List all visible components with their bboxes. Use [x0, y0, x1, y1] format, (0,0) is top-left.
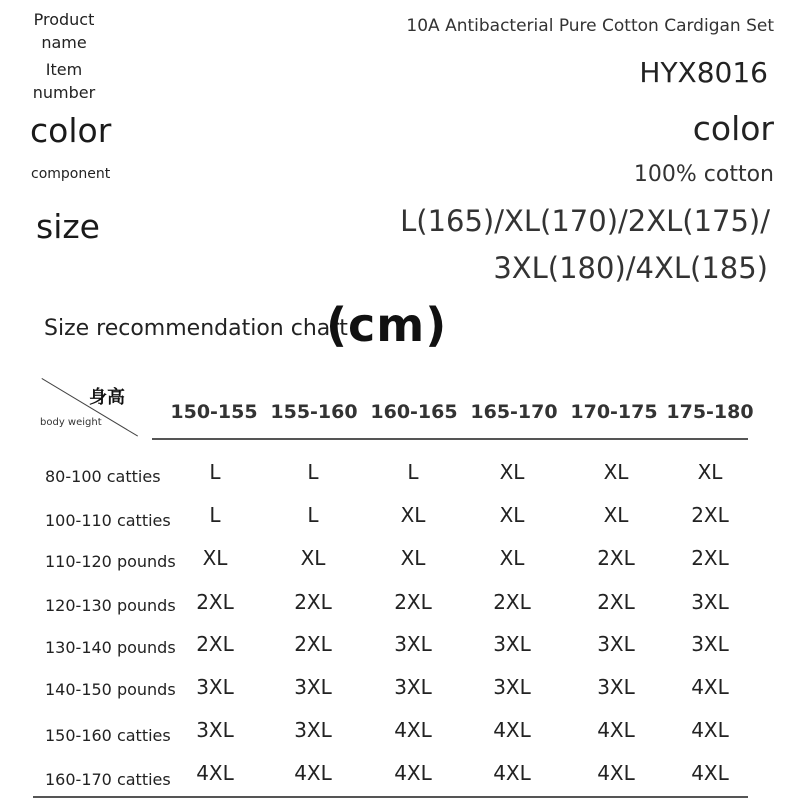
table-cell: 4XL: [294, 761, 332, 785]
table-cell: 4XL: [394, 761, 432, 785]
table-cell: XL: [697, 460, 723, 484]
component-label: component: [31, 166, 111, 182]
table-cell: 4XL: [691, 718, 729, 742]
table-cell: 3XL: [597, 632, 635, 656]
table-cell: 2XL: [294, 590, 332, 614]
table-cell: 3XL: [196, 675, 234, 699]
table-cell: 4XL: [493, 718, 531, 742]
product-name-value: 10A Antibacterial Pure Cotton Cardigan Set: [406, 16, 774, 36]
table-cell: 4XL: [691, 761, 729, 785]
size-label: size: [36, 207, 100, 246]
table-cell: XL: [603, 460, 629, 484]
table-cell: L: [307, 460, 319, 484]
size-value-line2: 3XL(180)/4XL(185): [493, 251, 768, 285]
corner-height-label: 身高: [89, 387, 125, 408]
table-cell: XL: [400, 546, 426, 570]
chart-title: Size recommendation chart: [44, 316, 348, 341]
table-cell: XL: [400, 503, 426, 527]
chart-unit: (cm): [326, 298, 448, 352]
table-cell: 3XL: [493, 675, 531, 699]
table-cell: L: [407, 460, 419, 484]
size-value-line1: L(165)/XL(170)/2XL(175)/: [400, 204, 770, 238]
row-label: 100-110 catties: [45, 511, 171, 530]
table-cell: 4XL: [394, 718, 432, 742]
table-cell: XL: [300, 546, 326, 570]
table-cell: 2XL: [597, 590, 635, 614]
table-cell: 3XL: [493, 632, 531, 656]
table-cell: 2XL: [196, 590, 234, 614]
table-cell: 3XL: [394, 632, 432, 656]
table-cell: XL: [202, 546, 228, 570]
product-name-label: [24, 8, 104, 54]
table-cell: 2XL: [493, 590, 531, 614]
table-cell: 4XL: [691, 675, 729, 699]
row-label: 110-120 pounds: [45, 552, 176, 571]
product-name-label-line2: name: [41, 33, 87, 52]
color-value: color: [692, 109, 774, 148]
item-number-label-line2: number: [32, 83, 96, 102]
table-cell: 2XL: [196, 632, 234, 656]
table-cell: 2XL: [394, 590, 432, 614]
product-name-label-line1: Product: [33, 10, 95, 29]
corner-weight-label: body weight: [40, 417, 102, 428]
table-bottom-rule: [33, 796, 748, 798]
column-header: 160-165: [370, 401, 458, 423]
column-header: 170-175: [570, 401, 658, 423]
table-cell: XL: [603, 503, 629, 527]
row-label: 150-160 catties: [45, 726, 171, 745]
color-label: color: [30, 111, 112, 150]
table-cell: L: [209, 503, 221, 527]
table-cell: 3XL: [597, 675, 635, 699]
table-cell: 3XL: [294, 675, 332, 699]
table-cell: XL: [499, 546, 525, 570]
table-cell: 4XL: [196, 761, 234, 785]
table-cell: 3XL: [691, 590, 729, 614]
table-cell: XL: [499, 460, 525, 484]
table-cell: 2XL: [597, 546, 635, 570]
table-cell: 2XL: [691, 546, 729, 570]
header-divider: [152, 438, 748, 440]
row-label: 80-100 catties: [45, 467, 161, 486]
column-header: 150-155: [170, 401, 258, 423]
table-cell: 3XL: [196, 718, 234, 742]
table-cell: 4XL: [597, 761, 635, 785]
table-cell: L: [209, 460, 221, 484]
row-label: 120-130 pounds: [45, 596, 176, 615]
column-header: 175-180: [666, 401, 754, 423]
table-cell: 4XL: [597, 718, 635, 742]
table-cell: 3XL: [691, 632, 729, 656]
column-header: 155-160: [270, 401, 358, 423]
table-cell: 3XL: [394, 675, 432, 699]
table-cell: 4XL: [493, 761, 531, 785]
row-label: 140-150 pounds: [45, 680, 176, 699]
column-header: 165-170: [470, 401, 558, 423]
row-label: 130-140 pounds: [45, 638, 176, 657]
item-number-label: [24, 58, 104, 104]
component-value: 100% cotton: [633, 162, 774, 187]
item-number-value: HYX8016: [639, 56, 768, 89]
row-label: 160-170 catties: [45, 770, 171, 789]
table-cell: 2XL: [294, 632, 332, 656]
table-cell: L: [307, 503, 319, 527]
table-cell: 3XL: [294, 718, 332, 742]
table-cell: 2XL: [691, 503, 729, 527]
table-cell: XL: [499, 503, 525, 527]
item-number-label-line1: Item: [45, 60, 83, 79]
